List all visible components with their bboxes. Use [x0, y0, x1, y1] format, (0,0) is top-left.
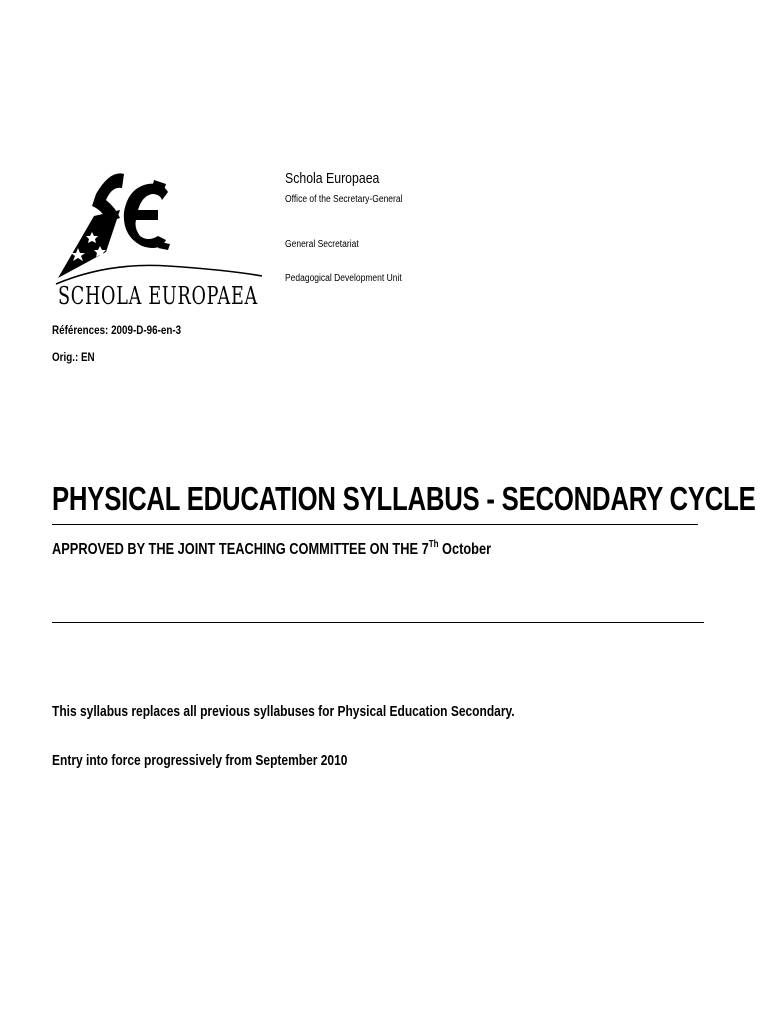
section-divider	[52, 622, 704, 623]
logo-wordmark: SCHOLA EUROPAEA	[58, 282, 258, 310]
entry-into-force: Entry into force progressively from September 2010	[52, 752, 348, 769]
original-language: Orig.: EN	[52, 350, 95, 364]
schola-europaea-logo	[48, 166, 270, 312]
office-line: Office of the Secretary-General	[285, 194, 403, 205]
letterhead	[285, 170, 585, 284]
title-divider	[52, 524, 698, 525]
document-title: PHYSICAL EDUCATION SYLLABUS - SECONDARY CYCLE	[52, 480, 756, 517]
unit-line: Pedagogical Development Unit	[285, 273, 402, 284]
approval-superscript: Th	[428, 539, 439, 550]
replaces-statement: This syllabus replaces all previous syllabuses for Physical Education Secondary.	[52, 703, 515, 720]
secretariat-line: General Secretariat	[285, 239, 359, 250]
approval-suffix: October	[438, 541, 492, 558]
approval-prefix: APPROVED BY THE JOINT TEACHING COMMITTEE ON THE 7	[52, 541, 429, 558]
reference-code: Références: 2009-D-96-en-3	[52, 323, 182, 337]
approval-line	[52, 541, 491, 559]
org-name: Schola Europaea	[285, 170, 380, 187]
